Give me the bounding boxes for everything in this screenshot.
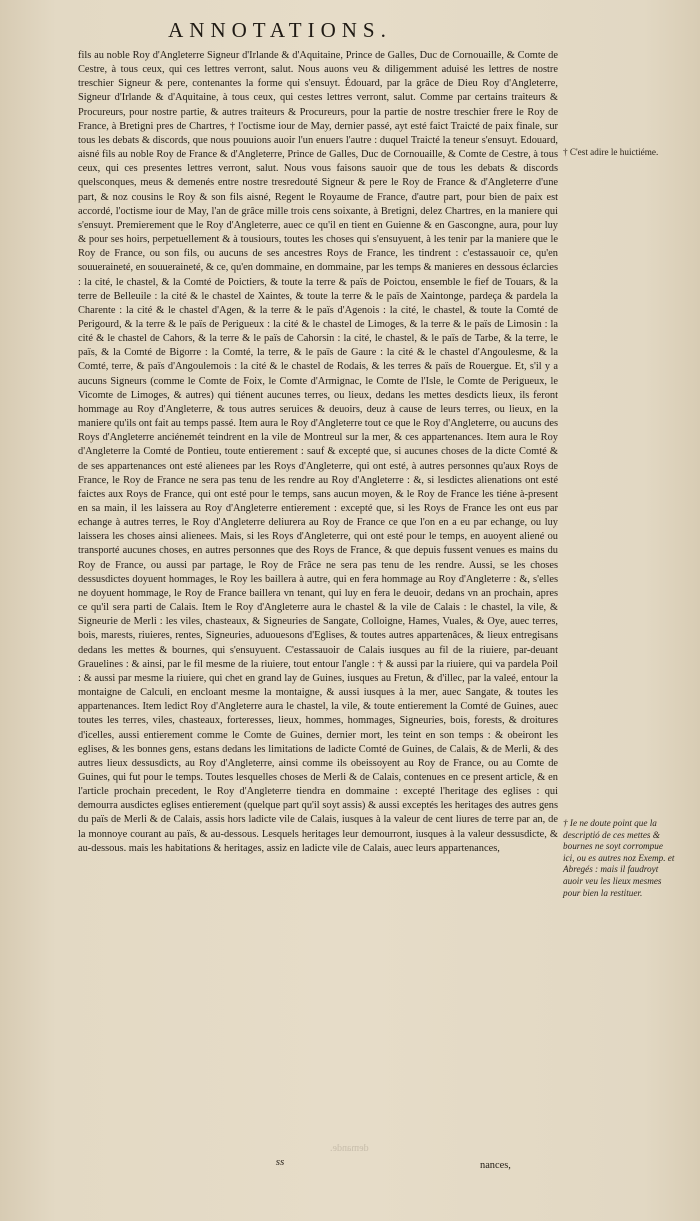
running-title: ANNOTATIONS. (168, 18, 392, 42)
margin-note-1: † C'est adire le huictiéme. (563, 147, 659, 157)
margin-note-2: † Ie ne doute point que la descriptió de ces mettes & bournes ne soyt corrompue ici, ou es autres noz Exemp. et Abregés : mais il faudroyt auoir veu les lieux mesmes pour bien la restituer. (563, 818, 675, 898)
main-text-block (78, 49, 558, 856)
show-through-bleed: demande. (330, 1143, 369, 1154)
body-paragraph: fils au noble Roy d'Angleterre Signeur d'Irlande & d'Aquitaine, Prince de Galles, Duc de Cornouaille, & Comte de Cestre, à tous ceux, qui ces lettres verront, salut. Nous auons veu & diligemment aduisé les lettres de nostre treschier Signeur & pere, contenantes la forme qui s'ensuyt. Édouard, par la grâce de Dieu Roy d'Angleterre, Signeur d'Irlande & d'Aquitaine, à tous ceux, qui cestes lettres verront, salut. Comme par certains traiteurs & Procureurs, pour nostre partie, & autres traiteurs & Procureurs, pour la partie de nostre treschier frere le Roy de France, à Bretigni pres de Chartres, † l'octisme iour de May, dernier passé, ayt esté faict Traicté de paix finale, sur tous les debats & discords, que nous pouuions auoir l'un enuers l'autre : duquel Traicté la teneur s'ensuyt. Edouard, aisné fils au noble Roy de France & d'Angleterre, Prince de Galles, Duc de Cornouaille, & Comte de Cestre, à tous ceux, qui ces presentes lettres verront, salut. Nous vous faisons sauoir que de tous les debats & discords quelsconques, meus & demenés entre nostre tresredouté Signeur & pere le Roy de France & d'Angleterre d'une part, & noz cousins le Roy & son fils aisné, Regent le Royaume de France, d'autre part, pour bien de paix est accordé, l'octisme iour de May, l'an de grâce mille trois cens soixante, à Bretigni, delez Chartres, en la maniere qui s'ensuyt. Premierement que le Roy d'Angleterre, auec ce qu'il en tient en Guienne & en Gascongne, aura, pour luy & pour ses hoirs, perpetuellement & à tousiours, toutes les choses qui s'ensuyuent, à les tenir par la maniere que le Roy de France, ou son fils, ou aucuns de ses ancestres Roys de France, les tindrent : c'estassauoir ce, qu'en souueraineté, en souueraineté, & ce, qu'en dommaine, en dommaine, par les temps & manieres en dessous éclarcies : la cité, le chastel, & la Comté de Poictiers, & toute la terre & païs de Poictou, ensemble le fief de Touars, & la terre de Belleuile : la cité & le chastel de Xaintes, & toute la terre & le païs de Xaintonge, pardeça & pardela la Charente : la cité & le chastel d'Agen, & la terre & le païs d'Agenois : la cité, le chastel, & toute la Comté de Perigourd, & la terre & le païs de Perigueux : la cité & le chastel de Limoges, & la terre & le païs de Limosin : la cité & le chastel de Cahors, & la terre & le païs de Cahorsin : la cité, le chastel, & le païs de Tarbe, & la terre, le païs, & la Comté de Bigorre : la Comté, la terre, & le païs de Gaure : la cité & le chastel d'Angoulesme, & la Comté, terre, & païs d'Angoulemois : la cité & le chastel de Rodais, & les terres & païs de Rouergue. Et, s'il y a aucuns Signeurs (comme le Comte de Foix, le Comte d'Armignac, le Comte de l'Isle, le Comte de Perigueux, le Vicomte de Limoges, & autres) qui tiénent aucunes terres, ou lieux, dedans les mettes desdicts lieux, ils feront hommage au Roy d'Angleterre, & tous autres seruices & deuoirs, deuz à cause de leurs terres, ou lieux, en la maniere qu'ils ont fait au temps passé. Item aura le Roy d'Angleterre tout ce que le Roy d'Angleterre, ou aucuns des Roys d'Angleterre anciénemét teindrent en la vile de Montreul sur la mer, & ces appartenances. Item aura le Roy d'Angleterre la Comté de Pontieu, toute entierement : sauf & excepté que, si aucunes choses de la dicte Comté & de ses appartenances ont esté alienees par les Roys d'Angleterre, qui ont esté, à autres personnes qu'aux Roys de France, le Roy de France ne sera pas tenu de les rendre au Roy d'Angleterre : &, si lesdictes alienations ont esté faictes aux Roys de France, qui ont esté pour le temps, sans aucun moyen, & le Roy de France les tiéne à-present en sa main, il les laissera au Roy d'Angleterre entierement : excepté que, si les Roys de France les ont eus par echange à autres terres, le Roy d'Angleterre deliurera au Roy de France ce que l'on en a eu par echange, ou luy laissera les choses ainsi alienees. Mais, si les Roys d'Angleterre, qui ont esté pour le temps, en auoyent aliené ou transporté aucunes choses, en autres personnes que des Roys de France, & que depuis fussent venues es mains du Roy de France, ou aussi par partage, le Roy de Frâce ne sera pas tenu de les rendre. Aussi, se les choses dessusdictes doyuent hommages, le Roy les baillera à autre, qui en fera hommage au Roy d'Angleterre : &, s'elles ne doyuent hommage, le Roy de France baillera vn tenant, qui luy en fera le deuoir, dedans vn an prochain, apres ce qu'il sera parti de Calais. Item le Roy d'Angleterre aura le chastel & la vile de Calais : le chastel, la vile, & Signeurie de Merli : les viles, chasteaux, & Signeuries de Sangate, Colloigne, Hames, Vuales, & Oye, auec terres, bois, marests, riuieres, rentes, Signeuries, aduouesons d'Eglises, & toutes autres appartenâces, & lieux entregisans dedans les mettes & bournes, qui s'ensuyuent. C'estassauoir de Calais iusques au fil de la riuiere, par-deuant Grauelines : & ainsi, par le fil mesme de la riuiere, tout entour l'angle : † & aussi par la riuiere, qui va pardela Poil : & aussi par mesme la riuiere, qui chet en grand lay de Guines, iusques au Fretun, & d'illec, par la valeé, entour la montaigne de Calculi, en encloant mesme la montaigne, & aussi iusques à la mer, auec Sangate, & toutes les appartenances. Item ledict Roy d'Angleterre aura le chastel, la vile, & toute entierement la Comté de Guines, auec toutes les terres, viles, chasteaux, forteresses, lieux, hommes, hommages, Signeuries, bois, forests, & droitures d'icelles, aussi entierement comme le Comte de Guines, dernier mort, les teint en son temps : & obeiront les eglises, & les bonnes gens, estans dedans les limitations de ladicte Comté de Guines, de Calais, & de Merli, & des autres lieux dessusdicts, au Roy d'Angleterre, ainsi comme ils obeissoyent au Roy de France, ou au Comte de Guines, qui fut pour le temps. Toutes lesquelles choses de Merli & de Calais, contenues en ce present article, & en l'article prochain precedent, le Roy d'Angleterre tiendra en dommaine : excepté l'heritage des eglises : qui demourra ausdictes eglises entierement (quelque part qu'il soyt assis) & aussi exceptés les heritages des autres gens du païs de Merli & de Calais, assis hors ladicte vile de Calais, iusques à la valeur de cent liures de terre par an, de la monnoye courant au païs, & au-dessous. Lesquels heritages leur demourront, iusques à la valeur dessusdicte, & au-dessous. mais les habitations & heritages, assiz en ladicte vile de Calais, auec leurs appartenances, (78, 50, 558, 854)
signature-mark: ss (275, 1156, 285, 1168)
catchword: nances, (480, 1160, 511, 1171)
